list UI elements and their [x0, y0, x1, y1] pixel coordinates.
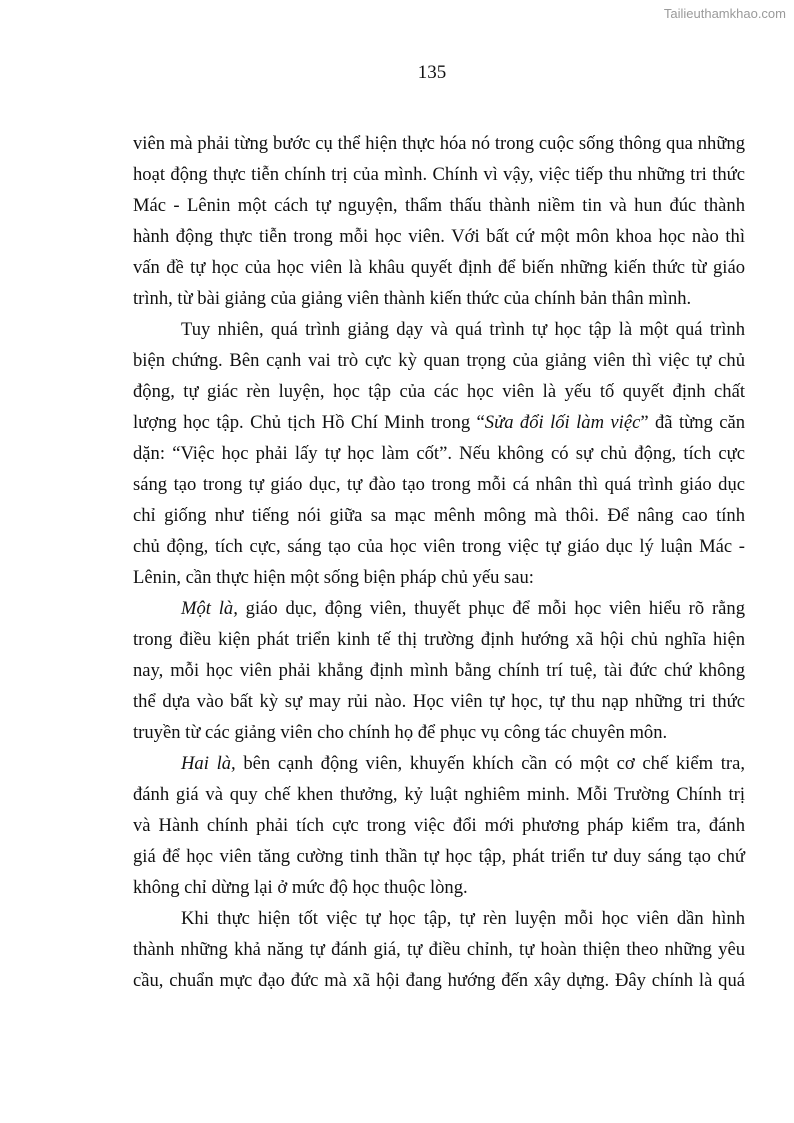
text-segment: đánh giá và quy chế khen thưởng, kỷ luật nghiêm minh. Mỗi Trường Chính trị	[133, 784, 745, 805]
italic-text: Hai là,	[181, 753, 236, 774]
page-number: 135	[417, 62, 447, 83]
text-segment: Tuy nhiên, quá trình giảng dạy và quá trình tự học tập là một quá trình	[181, 319, 745, 340]
watermark: Tailieuthamkhao.com	[663, 6, 786, 21]
text-segment: Mác - Lênin một cách tự nguyện, thẩm thấu thành niềm tin và hun đúc thành	[133, 195, 745, 216]
italic-text: Sửa đổi lối làm việc	[484, 412, 641, 433]
text-line	[133, 810, 745, 841]
text-line	[133, 872, 745, 903]
paragraph	[133, 128, 745, 314]
text-line	[133, 686, 745, 717]
text-line	[133, 128, 745, 159]
body-text	[133, 128, 745, 996]
text-line	[133, 562, 745, 593]
text-line	[133, 469, 745, 500]
text-line	[133, 376, 745, 407]
text-segment: viên mà phải từng bước cụ thể hiện thực hóa nó trong cuộc sống thông qua những	[133, 133, 745, 154]
paragraph	[133, 748, 745, 903]
text-segment: biện chứng. Bên cạnh vai trò cực kỳ quan trọng của giảng viên thì việc tự chủ	[133, 350, 745, 371]
text-line	[133, 748, 745, 779]
text-line	[133, 314, 745, 345]
text-line	[133, 531, 745, 562]
paragraph	[133, 903, 745, 996]
text-segment: không chỉ dừng lại ở mức độ học thuộc lòng.	[133, 877, 468, 898]
text-line	[133, 903, 745, 934]
text-line	[133, 438, 745, 469]
text-line	[133, 283, 745, 314]
text-segment: nay, mỗi học viên phải khẳng định mình bằng chính trí tuệ, tài đức chứ không	[133, 660, 745, 681]
text-segment: hành động thực tiễn trong mỗi học viên. Với bất cứ một môn khoa học nào thì	[133, 226, 745, 247]
text-segment: vấn đề tự học của học viên là khâu quyết định để biến những kiến thức từ giáo	[133, 257, 745, 278]
text-segment: lượng học tập. Chủ tịch Hồ Chí Minh trong “	[133, 412, 485, 433]
text-line	[133, 779, 745, 810]
text-segment: cầu, chuẩn mực đạo đức mà xã hội đang hướng đến xây dựng. Đây chính là quá	[133, 970, 745, 991]
text-line	[133, 717, 745, 748]
text-segment: dặn: “Việc học phải lấy tự học làm cốt”. Nếu không có sự chủ động, tích cực	[133, 443, 745, 464]
text-segment: giá để học viên tăng cường tinh thần tự học tập, phát triển tư duy sáng tạo chứ	[133, 846, 745, 867]
text-segment: thành những khả năng tự đánh giá, tự điều chỉnh, tự hoàn thiện theo những yêu	[133, 939, 745, 960]
text-segment: truyền từ các giảng viên cho chính họ để phục vụ công tác chuyên môn.	[133, 722, 668, 743]
text-line	[133, 500, 745, 531]
text-segment: trong điều kiện phát triển kinh tế thị trường định hướng xã hội chủ nghĩa hiện	[133, 629, 745, 650]
text-segment: chủ động, tích cực, sáng tạo của học viên trong việc tự giáo dục lý luận Mác -	[133, 536, 745, 557]
text-line	[133, 252, 745, 283]
text-segment: bên cạnh động viên, khuyến khích cần có một cơ chế kiểm tra,	[235, 753, 745, 774]
text-line	[133, 624, 745, 655]
text-line	[133, 841, 745, 872]
text-line	[133, 345, 745, 376]
text-line	[133, 190, 745, 221]
italic-text: Một là,	[181, 598, 238, 619]
text-line	[133, 221, 745, 252]
text-segment: động, tự giác rèn luyện, học tập của các học viên là yếu tố quyết định chất	[133, 381, 745, 402]
text-line	[133, 934, 745, 965]
text-segment: sáng tạo trong tự giáo dục, tự đào tạo trong mỗi cá nhân thì quá trình giáo dục	[133, 474, 745, 495]
text-line	[133, 593, 745, 624]
text-segment: hoạt động thực tiễn chính trị của mình. Chính vì vậy, việc tiếp thu những tri thức	[133, 164, 745, 185]
text-segment: trình, từ bài giảng của giảng viên thành kiến thức của chính bản thân mình.	[133, 288, 692, 309]
text-segment: giáo dục, động viên, thuyết phục để mỗi học viên hiểu rõ rằng	[237, 598, 745, 619]
text-segment: và Hành chính phải tích cực trong việc đổi mới phương pháp kiểm tra, đánh	[133, 815, 745, 836]
text-line	[133, 159, 745, 190]
text-segment: Khi thực hiện tốt việc tự học tập, tự rèn luyện mỗi học viên dần hình	[181, 908, 745, 929]
text-segment: chỉ giống như tiếng nói giữa sa mạc mênh mông mà thôi. Để nâng cao tính	[133, 505, 745, 526]
text-segment: Lênin, cần thực hiện một sống biện pháp chủ yếu sau:	[133, 567, 534, 588]
text-line	[133, 655, 745, 686]
paragraph	[133, 593, 745, 748]
text-line	[133, 407, 745, 438]
paragraph	[133, 314, 745, 593]
text-segment: thể dựa vào bất kỳ sự may rủi nào. Học viên tự học, tự thu nạp những tri thức	[133, 691, 745, 712]
text-line	[133, 965, 745, 996]
text-segment: ” đã từng căn	[640, 412, 745, 433]
